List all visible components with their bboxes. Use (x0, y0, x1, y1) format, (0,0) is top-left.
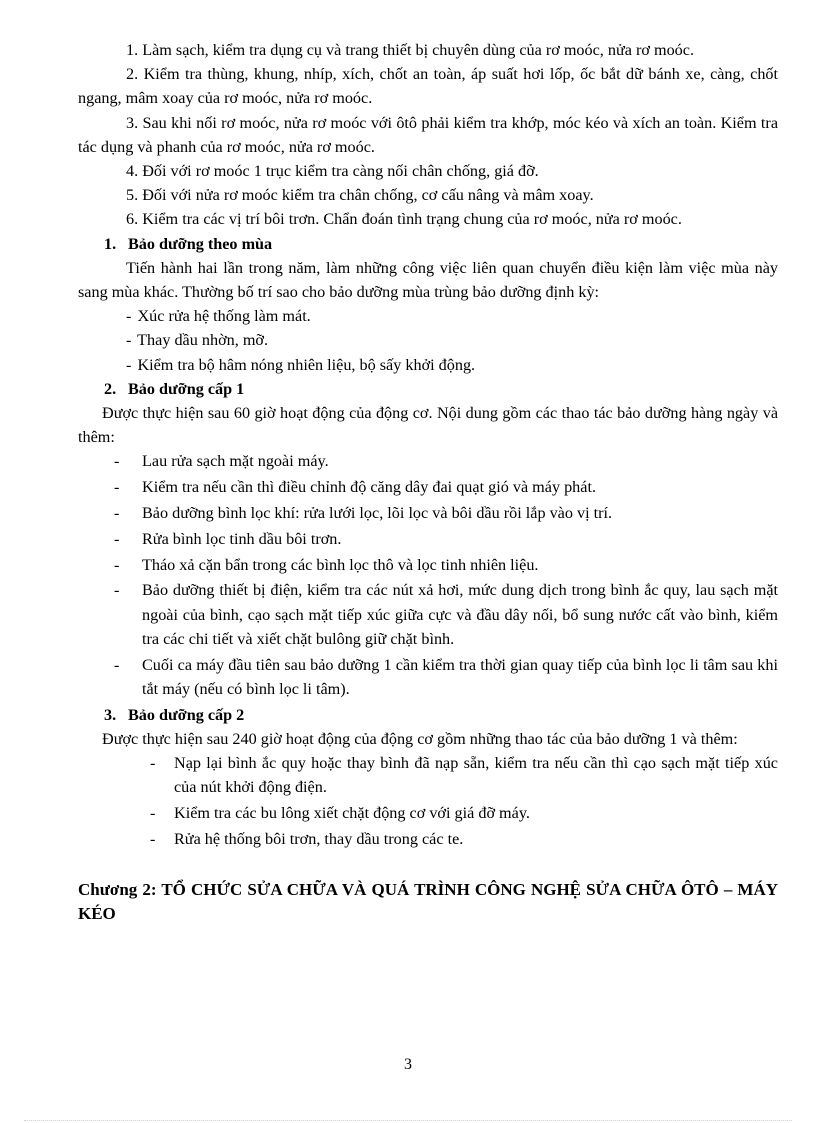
paragraph-lubrication: 6. Kiểm tra các vị trí bôi trơn. Chẩn đoán tình trạng chung của rơ moóc, nửa rơ moóc. (126, 210, 682, 229)
section-number: 2. (104, 379, 117, 398)
dash-bullet: - (126, 331, 132, 350)
maintenance-list-level2 (78, 751, 778, 851)
paragraph-semi-trailer: 5. Đối với nửa rơ moóc kiểm tra chân chống, cơ cấu nâng và mâm xoay. (126, 186, 594, 205)
document-page (78, 38, 778, 926)
dash-bullet: - (150, 804, 156, 823)
list-item: - Thay dầu nhờn, mỡ. (126, 331, 269, 350)
list-item: - Cuối ca máy đầu tiên sau bảo dưỡng 1 cần kiểm tra thời gian quay tiếp của bình lọc li tâm sau khi tắt máy (nếu có bình lọc li tâm). (78, 653, 778, 701)
list-item: - Bảo dưỡng thiết bị điện, kiểm tra các nút xả hơi, mức dung dịch trong bình ắc quy, lau sạch mặt ngoài của bình, cạo sạch mặt tiếp xúc giữa cực và đầu dây nối, bổ sung nước cất vào bình, kiểm tra các chi tiết và xiết chặt bulông giữ chặt bình. (78, 578, 778, 651)
section-intro: Được thực hiện sau 240 giờ hoạt động của động cơ gồm những thao tác của bảo dưỡng 1 và thêm: (102, 729, 738, 748)
list-item: - Kiểm tra bộ hâm nóng nhiên liệu, bộ sấy khởi động. (126, 355, 476, 374)
paragraph-check-coupling: 3. Sau khi nối rơ moóc, nửa rơ moóc với ôtô phải kiểm tra khớp, móc kéo và xích an toàn. Kiểm tra tác dụng và phanh của rơ moóc, nửa rơ moóc. (78, 113, 778, 156)
paragraph-check-frame: 2. Kiểm tra thùng, khung, nhíp, xích, chốt an toàn, áp suất hơi lốp, ốc bắt dữ bánh xe, càng, chốt ngang, mâm xoay của rơ moóc, nửa rơ moóc. (78, 65, 778, 108)
dash-bullet: - (114, 529, 120, 548)
list-item: - Bảo dưỡng bình lọc khí: rửa lưới lọc, lõi lọc và bôi dầu rồi lắp vào vị trí. (78, 501, 778, 525)
dash-bullet: - (114, 478, 120, 497)
chapter-heading: Chương 2: TỔ CHỨC SỬA CHỮA VÀ QUÁ TRÌNH CÔNG NGHỆ SỬA CHỮA ÔTÔ – MÁY KÉO (78, 880, 778, 924)
section-heading-seasonal (104, 232, 778, 256)
section-heading-level2 (104, 703, 778, 727)
section-title: Bảo dưỡng cấp 2 (128, 705, 245, 724)
dash-bullet: - (150, 754, 156, 773)
list-item: - Xúc rửa hệ thống làm mát. (126, 307, 311, 326)
section-intro: Được thực hiện sau 60 giờ hoạt động của động cơ. Nội dung gồm các thao tác bảo dưỡng hàng ngày và thêm: (78, 404, 778, 447)
list-item: - Nạp lại bình ắc quy hoặc thay bình đã nạp sẵn, kiểm tra nếu cần thì cạo sạch mặt tiếp xúc của nút khởi động điện. (78, 751, 778, 799)
dash-bullet: - (114, 504, 120, 523)
section-heading-level1 (104, 377, 778, 401)
list-item: - Lau rửa sạch mặt ngoài máy. (78, 449, 778, 473)
list-item: - Kiểm tra nếu cần thì điều chỉnh độ căng dây đai quạt gió và máy phát. (78, 475, 778, 499)
list-item: - Rửa bình lọc tinh dầu bôi trơn. (78, 527, 778, 551)
dash-bullet: - (150, 829, 156, 848)
dash-bullet: - (114, 555, 120, 574)
dash-bullet: - (114, 655, 120, 674)
section-title: Bảo dưỡng cấp 1 (128, 379, 245, 398)
maintenance-list-level1 (78, 449, 778, 701)
dash-bullet: - (114, 452, 120, 471)
section-number: 3. (104, 705, 117, 724)
dash-bullet: - (114, 581, 120, 600)
paragraph-cleaning: 1. Làm sạch, kiểm tra dụng cụ và trang thiết bị chuyên dùng của rơ moóc, nửa rơ moóc. (126, 41, 695, 59)
section-title: Bảo dưỡng theo mùa (128, 234, 273, 253)
page-bottom-divider (24, 1120, 792, 1121)
page-number: 3 (404, 1056, 412, 1073)
list-item: - Tháo xả cặn bẩn trong các bình lọc thô và lọc tinh nhiên liệu. (78, 553, 778, 577)
list-item: - Kiểm tra các bu lông xiết chặt động cơ với giá đỡ máy. (78, 801, 778, 825)
section-intro: Tiến hành hai lần trong năm, làm những công việc liên quan chuyển điều kiện làm việc mùa này sang mùa khác. Thường bố trí sao cho bảo dưỡng mùa trùng bảo dưỡng định kỳ: (78, 258, 778, 302)
dash-bullet: - (126, 355, 132, 374)
section-number: 1. (104, 234, 117, 253)
list-item: - Rửa hệ thống bôi trơn, thay dầu trong các te. (78, 827, 778, 851)
paragraph-single-axle: 4. Đối với rơ moóc 1 trục kiểm tra càng nối chân chống, giá đỡ. (126, 162, 539, 181)
dash-bullet: - (126, 307, 132, 326)
